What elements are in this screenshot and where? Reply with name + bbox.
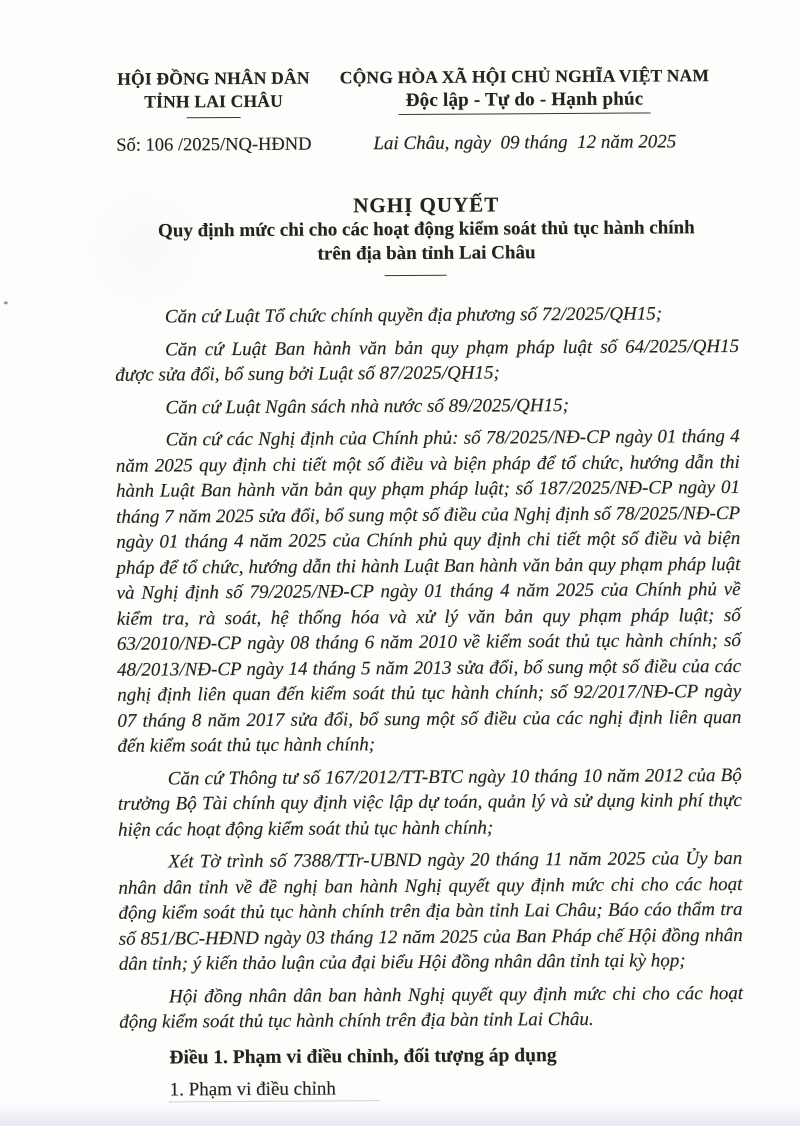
issuing-authority-block (106, 66, 321, 156)
enacting-paragraph: Hội đồng nhân dân ban hành Nghị quyết quy định mức chi cho các hoạt động kiểm soát thủ tục hành chính trên địa bàn tỉnh Lai Châu. (119, 982, 744, 1033)
title-underline (385, 275, 447, 276)
recital-paragraph: Căn cứ Luật Tổ chức chính quyền địa phương số 72/2025/QH15; (164, 303, 663, 328)
recital-paragraph: Xét Tờ trình số 7388/TTr-UBND ngày 20 tháng 11 năm 2025 của Ủy ban nhân dân tỉnh về đề nghị ban hành Nghị quyết quy định mức chi cho các hoạt động kiểm soát thủ tục hành chính trên địa bàn tỉnh Lai Châu; Báo cáo thẩm tra số 851/BC-HĐND ngày 03 tháng 12 năm 2025 của Ban Pháp chế Hội đồng nhân dân tỉnh; ý kiến thảo luận của đại biểu Hội đồng nhân dân tỉnh tại kỳ họp; (118, 847, 743, 975)
document-body (115, 301, 744, 1103)
clause-1-heading (120, 1074, 744, 1103)
recital-paragraph: Căn cứ Luật Ngân sách nhà nước số 89/2025/QH15; (165, 394, 569, 418)
document-subject-line2: trên địa bàn tỉnh Lai Châu (317, 242, 536, 265)
article-1-heading: Điều 1. Phạm vi điều chỉnh, đối tượng áp dụng (169, 1044, 557, 1068)
national-motto: Độc lập - Tự do - Hạnh phúc (399, 87, 651, 115)
national-name-line: CỘNG HÒA XÃ HỘI CHỦ NGHĨA VIỆT NAM (339, 65, 710, 88)
national-header-block (338, 64, 711, 155)
document-subject-line1: Quy định mức chi cho các hoạt động kiểm soát thủ tục hành chính (157, 217, 695, 242)
document-title-block (114, 190, 739, 278)
authority-name-line2: TỈNH LAI CHÂU (144, 90, 283, 112)
recital-paragraph: Căn cứ Thông tư số 167/2012/TT-BTC ngày 10 tháng 10 năm 2012 của Bộ trưởng Bộ Tài chính quy định việc lập dự toán, quản lý và sử dụng kinh phí thực hiện các hoạt động kiểm soát thủ tục hành chính; (117, 764, 742, 841)
clause-1-text: 1. Phạm vi điều chỉnh (170, 1078, 380, 1102)
scan-speck-artifact (4, 301, 8, 304)
recital-paragraph: Căn cứ Luật Ban hành văn bản quy phạm pháp luật số 64/2025/QH15 được sửa đổi, bổ sung bởi Luật số 87/2025/QH15; (115, 335, 740, 386)
place-and-date: Lai Châu, ngày 09 tháng 12 năm 2025 (373, 131, 677, 155)
authority-name-line1: HỘI ĐỒNG NHÂN DÂN (117, 67, 310, 89)
document-type-title: NGHỊ QUYẾT (353, 192, 500, 218)
authority-underline (187, 117, 241, 118)
scan-edge-artifact (0, 1104, 800, 1126)
recital-paragraph: Căn cứ các Nghị định của Chính phủ: số 78/2025/NĐ-CP ngày 01 tháng 4 năm 2025 quy định chi tiết một số điều và biện pháp để tổ chức, hướng dẫn thi hành Luật Ban hành văn bản quy phạm pháp luật; số 187/2025/NĐ-CP ngày 01 tháng 7 năm 2025 sửa đổi, bổ sung một số điều của Nghị định số 78/2025/NĐ-CP ngày 01 tháng 4 năm 2025 của Chính phủ quy định chi tiết một số điều và biện pháp để tổ chức, hướng dẫn thi hành Luật Ban hành văn bản quy phạm pháp luật và Nghị định số 79/2025/NĐ-CP ngày 01 tháng 4 năm 2025 của Chính phủ về kiểm tra, rà soát, hệ thống hóa và xử lý văn bản quy phạm pháp luật; số 63/2010/NĐ-CP ngày 08 tháng 6 năm 2010 về kiểm soát thủ tục hành chính; số 48/2013/NĐ-CP ngày 14 tháng 5 năm 2013 sửa đổi, bổ sung một số điều của các nghị định liên quan đến kiểm soát thủ tục hành chính; số 92/2017/NĐ-CP ngày 07 tháng 8 năm 2017 sửa đổi, bổ sung một số điều của các nghị định liên quan đến kiểm soát thủ tục hành chính; (115, 425, 742, 757)
document-number: Số: 106 /2025/NQ-HĐND (116, 134, 312, 156)
